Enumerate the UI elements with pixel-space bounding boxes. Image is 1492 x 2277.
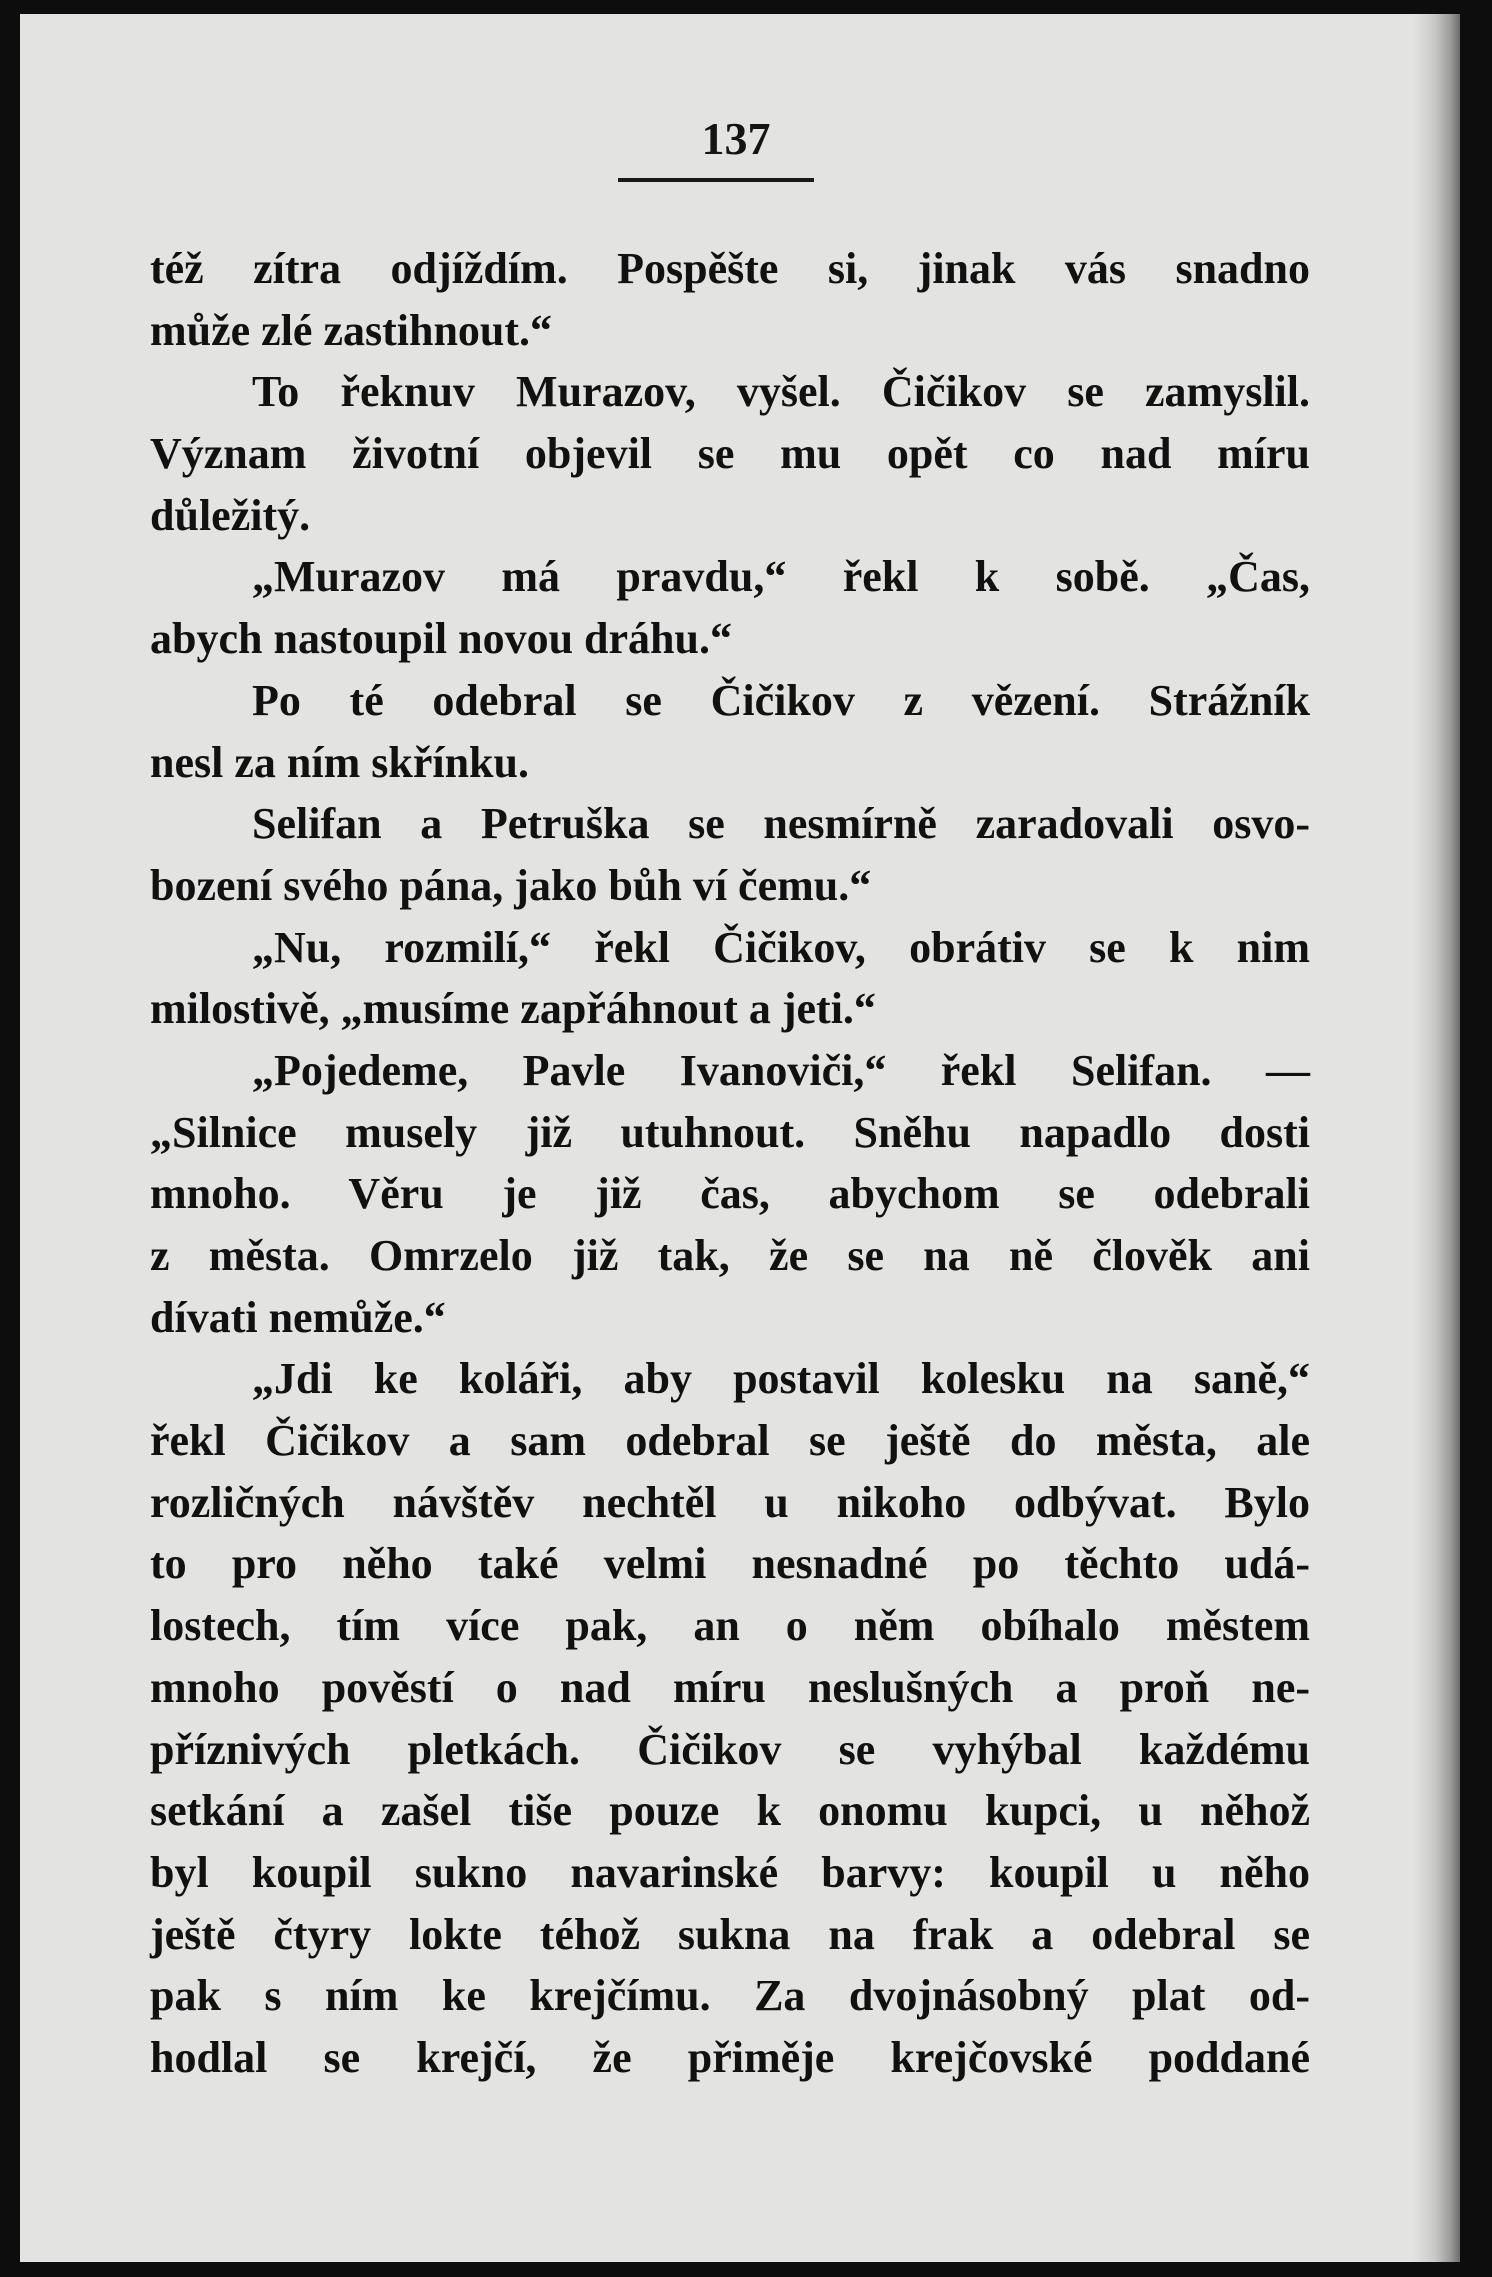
text-line: nesl za ním skřínku. bbox=[150, 737, 529, 787]
page-number-rule bbox=[618, 178, 814, 182]
text-line: mnoho. Věru je již čas, abychom se odebrali bbox=[150, 1169, 1310, 1219]
text-line: mnoho pověstí o nad míru neslušných a proň ne- bbox=[150, 1662, 1310, 1712]
text-line: abych nastoupil novou dráhu.“ bbox=[150, 614, 732, 664]
text-line: Selifan a Petruška se nesmírně zaradovali osvo- bbox=[252, 799, 1310, 849]
page-edge-shadow bbox=[1414, 14, 1460, 2262]
text-line: lostech, tím více pak, an o něm obíhalo městem bbox=[150, 1601, 1310, 1651]
text-line: „Jdi ke koláři, aby postavil kolesku na saně,“ bbox=[252, 1354, 1310, 1404]
text-line: příznivých pletkách. Čičikov se vyhýbal každému bbox=[150, 1724, 1310, 1774]
text-line: milostivě, „musíme zapřáhnout a jeti.“ bbox=[150, 984, 876, 1034]
text-line: dívati nemůže.“ bbox=[150, 1292, 446, 1342]
page-number: 137 bbox=[701, 113, 771, 164]
text-line: rozličných návštěv nechtěl u nikoho odbývat. Bylo bbox=[150, 1477, 1310, 1527]
text-line: to pro něho také velmi nesnadné po těchto udá- bbox=[150, 1539, 1310, 1589]
text-line: Po té odebral se Čičikov z vězení. Strážník bbox=[252, 675, 1310, 725]
text-line: „Pojedeme, Pavle Ivanoviči,“ řekl Selifan. — bbox=[252, 1045, 1310, 1095]
text-line: též zítra odjíždím. Pospěšte si, jinak vás snadno bbox=[150, 244, 1310, 293]
text-line: To řeknuv Murazov, vyšel. Čičikov se zamyslil. bbox=[252, 367, 1310, 417]
text-line: „Silnice musely již utuhnout. Sněhu napadlo dosti bbox=[150, 1107, 1310, 1157]
text-line: ještě čtyry lokte téhož sukna na frak a odebral se bbox=[150, 1909, 1310, 1959]
text-line: řekl Čičikov a sam odebral se ještě do města, ale bbox=[150, 1416, 1310, 1466]
text-line: „Nu, rozmilí,“ řekl Čičikov, obrátiv se k nim bbox=[252, 922, 1310, 972]
text-line: byl koupil sukno navarinské barvy: koupil u něho bbox=[150, 1847, 1310, 1897]
text-line: důležitý. bbox=[150, 490, 311, 540]
text-line: hodlal se krejčí, že přiměje krejčovské poddané bbox=[150, 2032, 1310, 2082]
text-line: z města. Omrzelo již tak, že se na ně člověk ani bbox=[150, 1231, 1310, 1280]
body-text bbox=[150, 238, 1310, 2089]
text-line: pak s ním ke krejčímu. Za dvojnásobný plat od- bbox=[150, 1971, 1310, 2021]
text-line: bození svého pána, jako bůh ví čemu.“ bbox=[150, 860, 872, 910]
text-line: Význam životní objevil se mu opět co nad míru bbox=[150, 429, 1310, 479]
text-line: může zlé zastihnout.“ bbox=[150, 305, 553, 355]
book-page bbox=[20, 14, 1460, 2262]
text-line: setkání a zašel tiše pouze k onomu kupci, u něhož bbox=[150, 1786, 1310, 1836]
text-line: „Murazov má pravdu,“ řekl k sobě. „Čas, bbox=[252, 552, 1310, 602]
